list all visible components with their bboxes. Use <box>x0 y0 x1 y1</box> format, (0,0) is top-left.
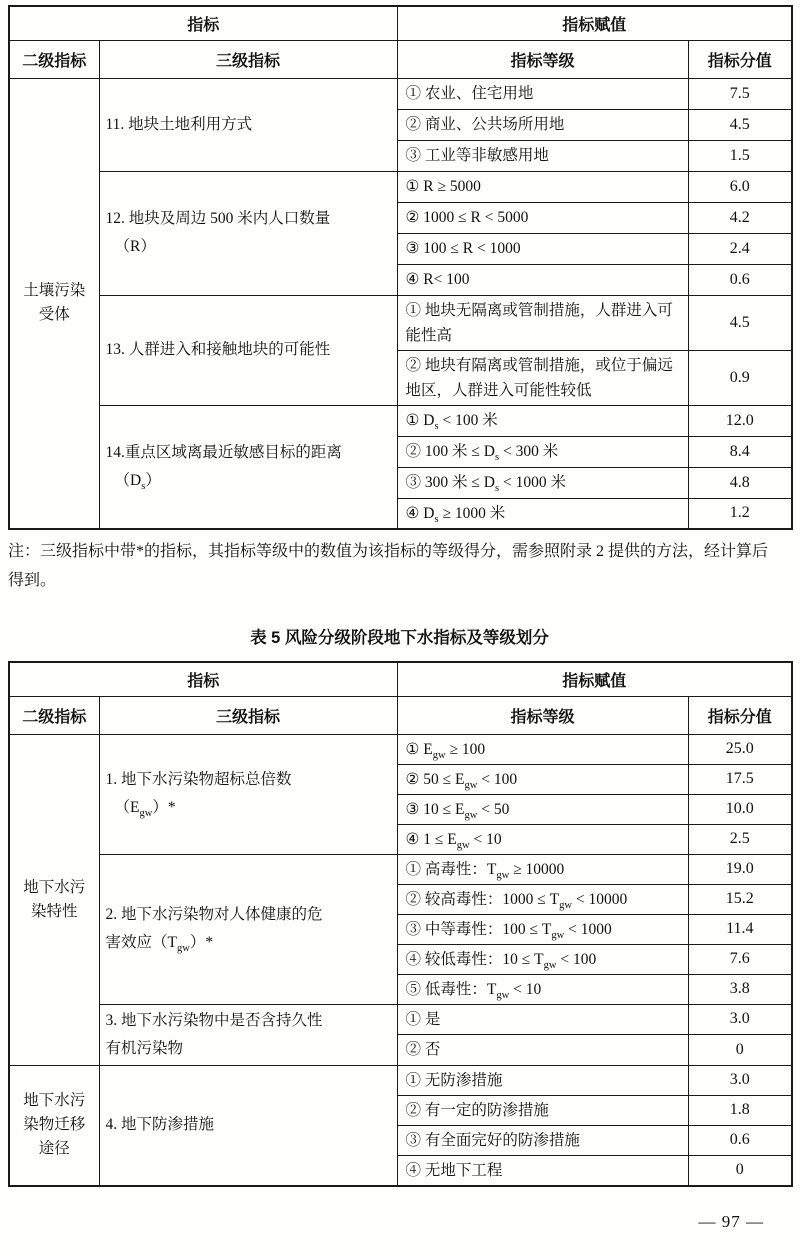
score-cell: 15.2 <box>688 884 792 914</box>
grade-cell: ④ $D_s \ge 1000$ 米 <box>397 498 688 529</box>
score-cell: 3.0 <box>688 1004 792 1035</box>
header-assignment: 指标赋值 <box>397 662 792 696</box>
score-cell: 7.5 <box>688 78 792 109</box>
table-header-row-1 <box>9 662 792 696</box>
score-cell: 19.0 <box>688 854 792 884</box>
grade-cell: ③ 300 米 ≤ $D_s < 1000$ 米 <box>397 467 688 498</box>
grade-cell: ① R ≥ 5000 <box>397 171 688 202</box>
indicator-name-line: $(E_{gw})*$ <box>114 799 176 820</box>
header-grade: 指标等级 <box>397 696 688 734</box>
score-cell: 12.0 <box>688 405 792 436</box>
score-cell: 4.8 <box>688 467 792 498</box>
indicator-name-cell <box>99 734 397 854</box>
indicator-name-line: 害效应$(T_{gw})*$ <box>105 934 214 955</box>
header-score: 指标分值 <box>688 40 792 78</box>
grade-cell: ④ $1 \le E_{gw} < 10$ <box>397 824 688 854</box>
header-level2: 二级指标 <box>9 696 99 734</box>
indicator-name-cell <box>99 1004 397 1065</box>
score-cell: 0 <box>688 1155 792 1186</box>
grade-cell: ② 较高毒性：$1000 \le T_{gw} < 10000$ <box>397 884 688 914</box>
score-cell: 0.6 <box>688 264 792 295</box>
table-row <box>9 171 792 202</box>
grade-cell: ③ $10 \le E_{gw} < 50$ <box>397 794 688 824</box>
indicator-name-cell <box>99 405 397 529</box>
score-cell: 4.2 <box>688 202 792 233</box>
score-cell: 1.5 <box>688 140 792 171</box>
indicator-name-line: 2. 地下水污染物对人体健康的危 <box>105 906 323 923</box>
table-footnote: 注：三级指标中带*的指标，其指标等级中的数值为该指标的等级得分，需参照附录 2 提供的方法，经计算后得到。 <box>8 543 769 589</box>
header-level2: 二级指标 <box>9 40 99 78</box>
score-cell: 0 <box>688 1035 792 1066</box>
table-header-row-2 <box>9 40 792 78</box>
score-cell: 4.5 <box>688 109 792 140</box>
score-cell: 17.5 <box>688 764 792 794</box>
table-header-row-1 <box>9 6 792 40</box>
grade-cell: ② 否 <box>397 1035 688 1066</box>
table-row <box>9 78 792 109</box>
header-level3: 三级指标 <box>99 40 397 78</box>
score-cell: 2.4 <box>688 233 792 264</box>
grade-cell: ① 高毒性：$T_{gw} \ge 10000$ <box>397 854 688 884</box>
grade-cell: ③ 有全面完好的防渗措施 <box>397 1125 688 1155</box>
grade-cell: ④ R< 100 <box>397 264 688 295</box>
score-cell: 25.0 <box>688 734 792 764</box>
grade-cell: ① $E_{gw} \ge 100$ <box>397 734 688 764</box>
grade-cell: ① 无防渗措施 <box>397 1065 688 1095</box>
table-row <box>9 1065 792 1095</box>
score-cell: 2.5 <box>688 824 792 854</box>
indicator-name-cell <box>99 295 397 405</box>
indicator-name-line: 1. 地下水污染物超标总倍数 <box>105 771 292 788</box>
grade-cell: ③ 100 ≤ R < 1000 <box>397 233 688 264</box>
header-indicator: 指标 <box>9 662 397 696</box>
table-row <box>9 405 792 436</box>
score-cell: 4.5 <box>688 295 792 350</box>
table-row <box>9 295 792 350</box>
grade-cell: ② 商业、公共场所用地 <box>397 109 688 140</box>
grade-cell: ② 1000 ≤ R < 5000 <box>397 202 688 233</box>
score-cell: 0.6 <box>688 1125 792 1155</box>
category-cell-gw-migration: 地下水污染物迁移途径 <box>9 1065 99 1186</box>
indicator-name-line: 4. 地下防渗措施 <box>105 1116 215 1133</box>
page-number: — 97 — <box>698 1212 764 1231</box>
score-cell: 11.4 <box>688 914 792 944</box>
indicator-name-line: 12. 地块及周边 500 米内人口数量 <box>105 210 331 227</box>
score-cell: 3.0 <box>688 1065 792 1095</box>
table5-title: 表 5 风险分级阶段地下水指标及等级划分 <box>250 629 549 647</box>
category-cell-soil-receptor: 土壤污染受体 <box>9 78 99 529</box>
grade-cell: ③ 工业等非敏感用地 <box>397 140 688 171</box>
indicator-name-line: 有机污染物 <box>105 1039 184 1057</box>
indicator-name-line: 3. 地下水污染物中是否含持久性 <box>105 1011 323 1029</box>
table-row <box>9 1004 792 1035</box>
groundwater-indicator-table <box>8 661 793 1187</box>
indicator-name-cell <box>99 854 397 1004</box>
header-level3: 三级指标 <box>99 696 397 734</box>
grade-cell: ① 是 <box>397 1004 688 1035</box>
score-cell: 1.8 <box>688 1095 792 1125</box>
table-header-row-2 <box>9 696 792 734</box>
score-cell: 0.9 <box>688 350 792 405</box>
table-row <box>9 854 792 884</box>
indicator-name-cell <box>99 78 397 171</box>
header-assignment: 指标赋值 <box>397 6 792 40</box>
indicator-name-line: （R） <box>114 238 156 255</box>
score-cell: 1.2 <box>688 498 792 529</box>
grade-cell: ② 有一定的防渗措施 <box>397 1095 688 1125</box>
grade-cell: ⑤ 低毒性：$T_{gw} < 10$ <box>397 974 688 1004</box>
indicator-name-cell <box>99 1065 397 1186</box>
grade-cell: ① 地块无隔离或管制措施，人群进入可能性高 <box>397 295 688 350</box>
table-row <box>9 734 792 764</box>
grade-cell: ① $D_s < 100$ 米 <box>397 405 688 436</box>
grade-cell: ① 农业、住宅用地 <box>397 78 688 109</box>
indicator-name-cell <box>99 171 397 295</box>
soil-indicator-table <box>8 5 793 530</box>
grade-cell: ② 100 米 ≤ $D_s < 300$ 米 <box>397 436 688 467</box>
grade-cell: ④ 较低毒性：$10 \le T_{gw} < 100$ <box>397 944 688 974</box>
indicator-name-line: 13. 人群进入和接触地块的可能性 <box>105 341 331 358</box>
indicator-name-line: $(D_s)$ <box>114 471 161 492</box>
score-cell: 10.0 <box>688 794 792 824</box>
indicator-name-line: 14.重点区域离最近敏感目标的距离 <box>105 443 342 461</box>
category-cell-gw-characteristics: 地下水污染特性 <box>9 734 99 1065</box>
header-score: 指标分值 <box>688 696 792 734</box>
score-cell: 6.0 <box>688 171 792 202</box>
grade-cell: ② $50 \le E_{gw} < 100$ <box>397 764 688 794</box>
grade-cell: ③ 中等毒性：$100 \le T_{gw} < 1000$ <box>397 914 688 944</box>
score-cell: 8.4 <box>688 436 792 467</box>
header-indicator: 指标 <box>9 6 397 40</box>
grade-cell: ④ 无地下工程 <box>397 1155 688 1186</box>
score-cell: 7.6 <box>688 944 792 974</box>
indicator-name-line: 11. 地块土地利用方式 <box>105 115 253 133</box>
header-grade: 指标等级 <box>397 40 688 78</box>
score-cell: 3.8 <box>688 974 792 1004</box>
grade-cell: ② 地块有隔离或管制措施，或位于偏远地区，人群进入可能性较低 <box>397 350 688 405</box>
